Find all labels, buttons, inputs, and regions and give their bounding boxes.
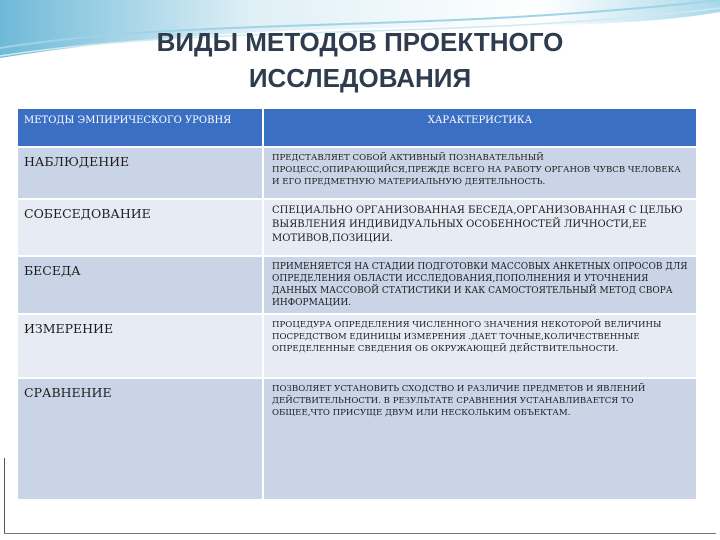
table-row	[18, 146, 696, 198]
table-header-row	[18, 109, 696, 146]
left-divider-line	[4, 458, 5, 534]
header-characteristic: ХАРАКТЕРИСТИКА	[264, 109, 696, 146]
methods-table	[18, 109, 696, 499]
header-methods: МЕТОДЫ ЭМПИРИЧЕСКОГО УРОВНЯ	[18, 109, 264, 146]
method-description: СПЕЦИАЛЬНО ОРГАНИЗОВАННАЯ БЕСЕДА,ОРГАНИЗОВАННАЯ С ЦЕЛЬЮ ВЫЯВЛЕНИЯ ИНДИВИДУАЛЬНЫХ ОСОБЕННОСТЕЙ ЛИЧНОСТИ,ЕЕ МОТИВОВ,ПОЗИЦИИ.	[264, 200, 696, 255]
page-title	[100, 24, 620, 96]
title-line-1: ВИДЫ МЕТОДОВ ПРОЕКТНОГО	[156, 27, 564, 57]
method-description: ПОЗВОЛЯЕТ УСТАНОВИТЬ СХОДСТВО И РАЗЛИЧИЕ ПРЕДМЕТОВ И ЯВЛЕНИЙ ДЕЙСТВИТЕЛЬНОСТИ. В РЕЗУЛЬТАТЕ СРАВНЕНИЯ УСТАНАВЛИВАЕТСЯ ТО ОБЩЕЕ,ЧТО ПРИСУЩЕ ДВУМ ИЛИ НЕСКОЛЬКИМ ОБЪЕКТАМ.	[264, 379, 696, 499]
method-name: СОБЕСЕДОВАНИЕ	[18, 200, 264, 255]
table-row	[18, 198, 696, 255]
bottom-divider-line	[4, 533, 716, 534]
method-name: ИЗМЕРЕНИЕ	[18, 315, 264, 377]
method-name: БЕСЕДА	[18, 257, 264, 313]
method-name: НАБЛЮДЕНИЕ	[18, 148, 264, 198]
method-description: ПРИМЕНЯЕТСЯ НА СТАДИИ ПОДГОТОВКИ МАССОВЫХ АНКЕТНЫХ ОПРОСОВ ДЛЯ ОПРЕДЕЛЕНИЯ ОБЛАСТИ ИССЛЕДОВАНИЯ,ПОПОЛНЕНИЯ И УТОЧНЕНИЯ ДАННЫХ МАССОВОЙ СТАТИСТИКИ И КАК САМОСТОЯТЕЛЬНЫЙ МЕТОД СВОРА ИНФОРМАЦИИ.	[264, 257, 696, 313]
table-row	[18, 255, 696, 313]
title-line-2: ИССЛЕДОВАНИЯ	[248, 63, 472, 93]
method-name: СРАВНЕНИЕ	[18, 379, 264, 499]
method-description: ПРОЦЕДУРА ОПРЕДЕЛЕНИЯ ЧИСЛЕННОГО ЗНАЧЕНИЯ НЕКОТОРОЙ ВЕЛИЧИНЫ ПОСРЕДСТВОМ ЕДИНИЦЫ ИЗМЕРЕНИЯ .ДАЕТ ТОЧНЫЕ,КОЛИЧЕСТВЕННЫЕ ОПРЕДЕЛЕННЫЕ СВЕДЕНИЯ ОБ ОКРУЖАЮЩЕЙ ДЕЙСТВИТЕЛЬНОСТИ.	[264, 315, 696, 377]
table-row	[18, 313, 696, 377]
method-description: ПРЕДСТАВЛЯЕТ СОБОЙ АКТИВНЫЙ ПОЗНАВАТЕЛЬНЫЙ ПРОЦЕСС,ОПИРАЮЩИЙСЯ,ПРЕЖДЕ ВСЕГО НА РАБОТУ ОРГАНОВ ЧУВСВ ЧЕЛОВЕКА И ЕГО ПРЕДМЕТНУЮ МАТЕРИАЛЬНУЮ ДЕЯТЕЛЬНОСТЬ.	[264, 148, 696, 198]
table-row	[18, 377, 696, 499]
